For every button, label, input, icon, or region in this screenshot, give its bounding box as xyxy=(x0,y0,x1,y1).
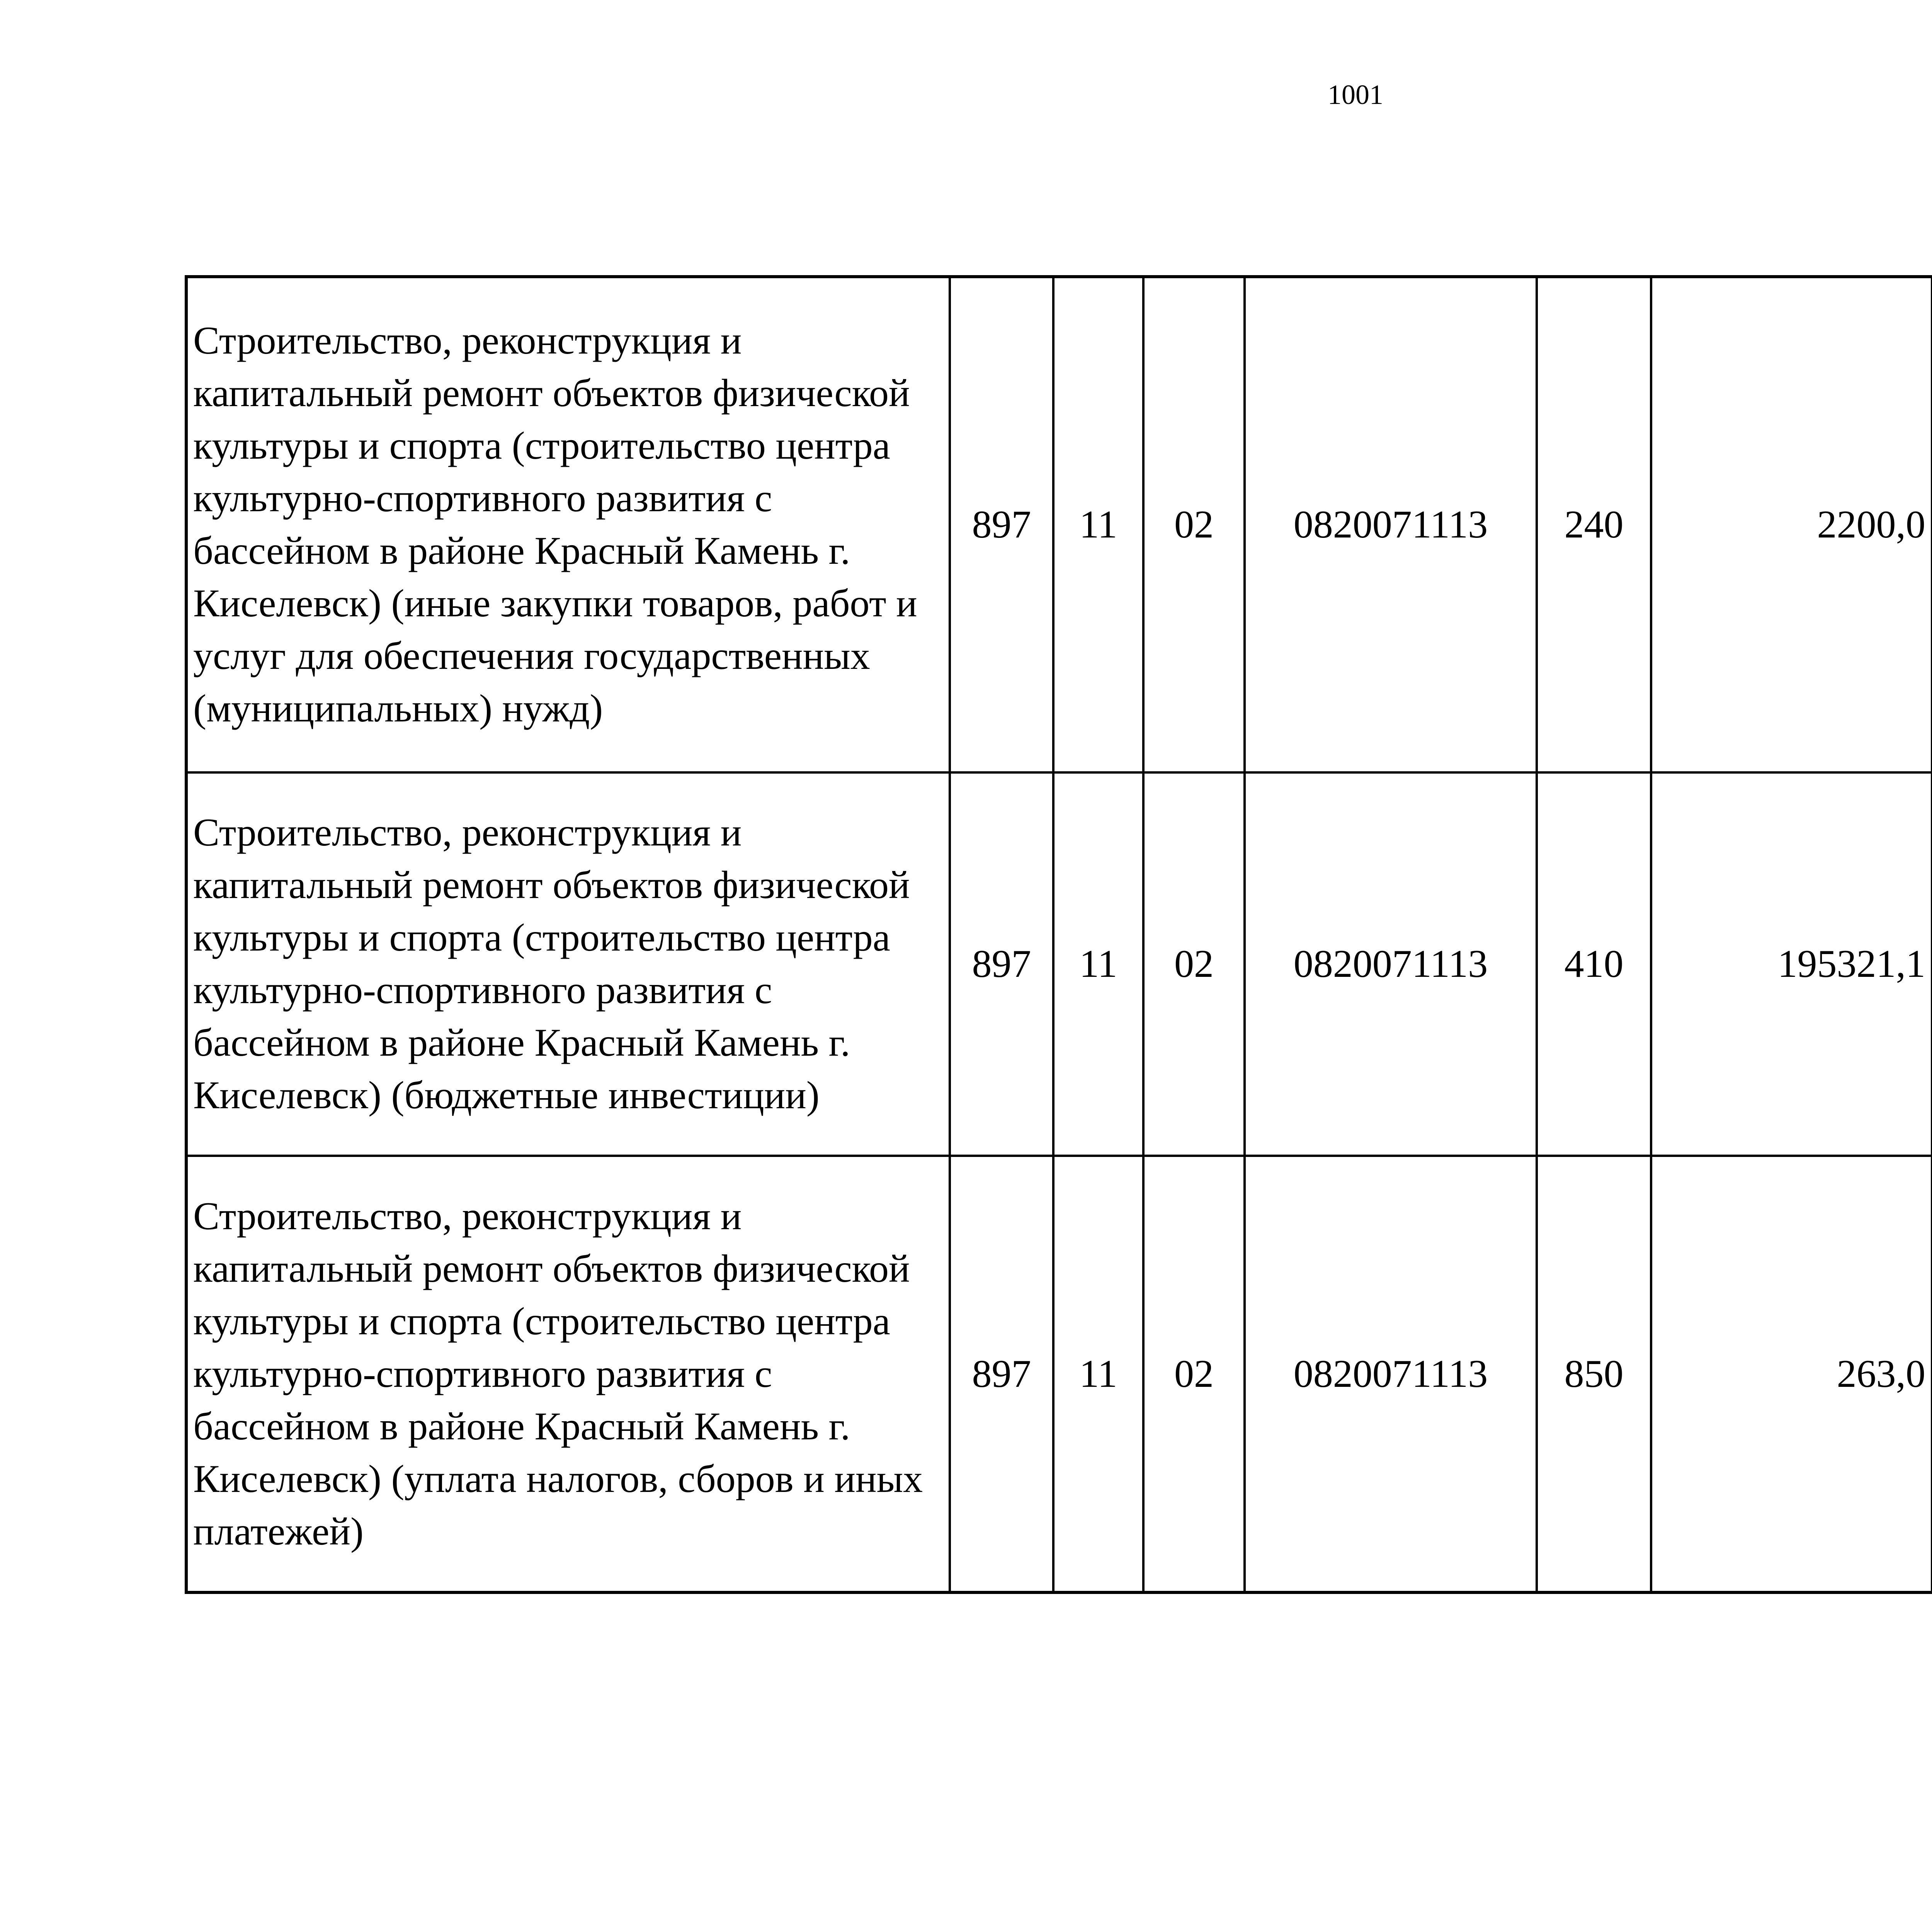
budget-table xyxy=(185,275,1932,1594)
description-cell: Строительство, реконструкция и капитальный ремонт объектов физической культуры и спорта (строительство центра культурно-спортивного развития с бассейном в районе Красный Камень г. Киселевск) (иные закупки товаров, работ и услуг для обеспечения государственных (муниципальных) нужд) xyxy=(186,277,950,772)
subsection-code-cell: 02 xyxy=(1143,277,1245,772)
target-article-cell: 0820071113 xyxy=(1245,772,1537,1156)
table-row xyxy=(186,277,1932,772)
ministry-code-cell: 897 xyxy=(950,277,1053,772)
amount-1-cell: 195321,1 xyxy=(1651,772,1932,1156)
description-cell: Строительство, реконструкция и капитальный ремонт объектов физической культуры и спорта (строительство центра культурно-спортивного развития с бассейном в районе Красный Камень г. Киселевск) (уплата налогов, сборов и иных платежей) xyxy=(186,1156,950,1592)
section-code-cell: 11 xyxy=(1053,277,1143,772)
description-cell: Строительство, реконструкция и капитальный ремонт объектов физической культуры и спорта (строительство центра культурно-спортивного развития с бассейном в районе Красный Камень г. Киселевск) (бюджетные инвестиции) xyxy=(186,772,950,1156)
expense-type-cell: 240 xyxy=(1537,277,1651,772)
expense-type-cell: 850 xyxy=(1537,1156,1651,1592)
section-code-cell: 11 xyxy=(1053,772,1143,1156)
table-row xyxy=(186,772,1932,1156)
target-article-cell: 0820071113 xyxy=(1245,277,1537,772)
subsection-code-cell: 02 xyxy=(1143,1156,1245,1592)
page-number: 1001 xyxy=(1328,79,1383,110)
ministry-code-cell: 897 xyxy=(950,772,1053,1156)
ministry-code-cell: 897 xyxy=(950,1156,1053,1592)
section-code-cell: 11 xyxy=(1053,1156,1143,1592)
expense-type-cell: 410 xyxy=(1537,772,1651,1156)
target-article-cell: 0820071113 xyxy=(1245,1156,1537,1592)
amount-1-cell: 263,0 xyxy=(1651,1156,1932,1592)
subsection-code-cell: 02 xyxy=(1143,772,1245,1156)
table-row xyxy=(186,1156,1932,1592)
amount-1-cell: 2200,0 xyxy=(1651,277,1932,772)
